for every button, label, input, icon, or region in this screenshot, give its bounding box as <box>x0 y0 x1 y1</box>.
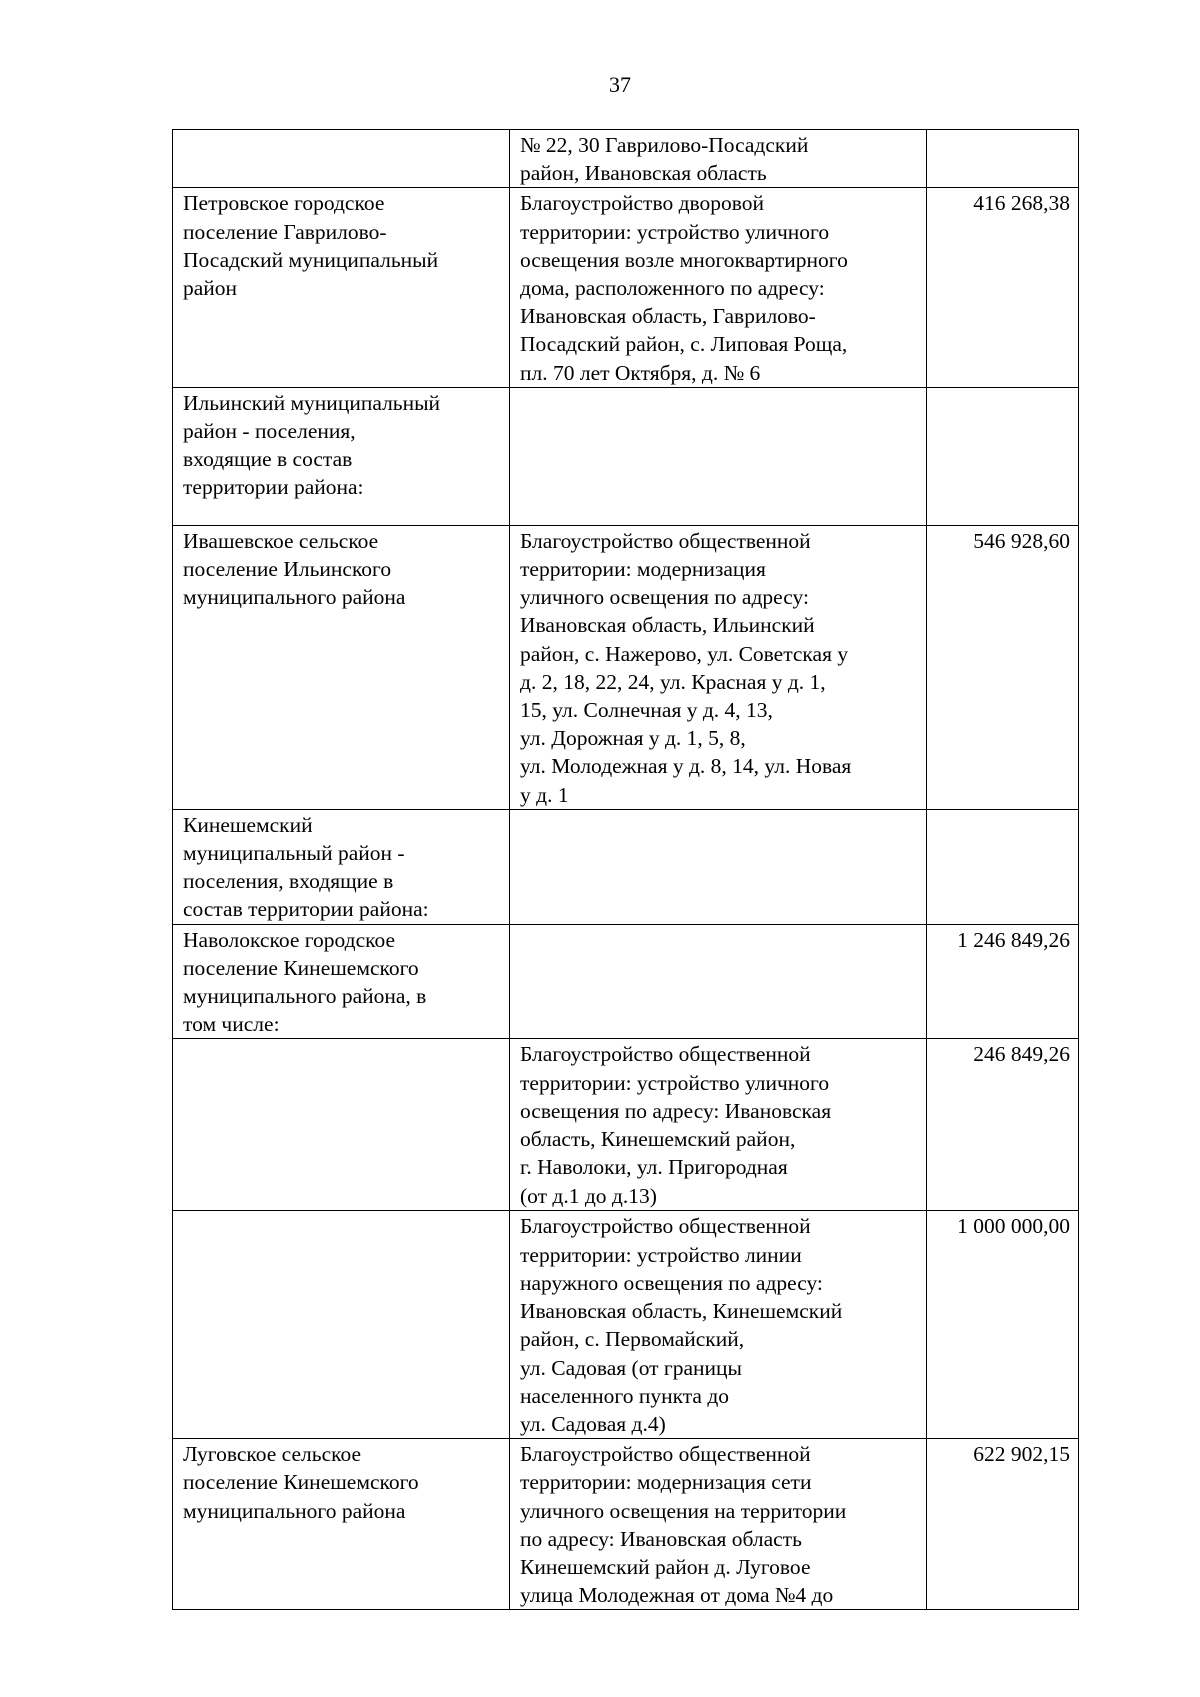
amount-cell: 546 928,60 <box>927 525 1079 809</box>
settlement-cell: Наволокское городское поселение Кинешемского муниципального района, в том числе: <box>173 924 510 1039</box>
work-description-cell <box>510 809 927 924</box>
table-row <box>173 809 1079 924</box>
amount-cell <box>927 387 1079 525</box>
work-description-cell <box>510 387 927 525</box>
table-row <box>173 188 1079 387</box>
amount-cell: 246 849,26 <box>927 1039 1079 1211</box>
amount-cell <box>927 130 1079 188</box>
amount-cell: 622 902,15 <box>927 1439 1079 1610</box>
settlement-cell: Луговское сельское поселение Кинешемского муниципального района <box>173 1439 510 1610</box>
settlement-cell: Ивашевское сельское поселение Ильинского муниципального района <box>173 525 510 809</box>
work-description-cell <box>510 924 927 1039</box>
table-row <box>173 924 1079 1039</box>
work-description-cell: Благоустройство общественной территории: модернизация сети уличного освещения на территории по адресу: Ивановская область Кинешемский район д. Луговое улица Молодежная от дома №4 до <box>510 1439 927 1610</box>
settlement-cell <box>173 1211 510 1439</box>
settlement-cell <box>173 130 510 188</box>
table-row <box>173 1439 1079 1610</box>
funding-table <box>172 129 1079 1610</box>
settlement-cell <box>173 1039 510 1211</box>
work-description-cell: Благоустройство дворовой территории: устройство уличного освещения возле многоквартирного дома, расположенного по адресу: Ивановская область, Гаврилово- Посадский район, с. Липовая Роща, пл. 70 лет Октября, д. № 6 <box>510 188 927 387</box>
table-row <box>173 130 1079 188</box>
work-description-cell: № 22, 30 Гаврилово-Посадский район, Ивановская область <box>510 130 927 188</box>
settlement-cell: Ильинский муниципальный район - поселения, входящие в состав территории района: <box>173 387 510 525</box>
table-row <box>173 387 1079 525</box>
work-description-cell: Благоустройство общественной территории: модернизация уличного освещения по адресу: Ивановская область, Ильинский район, с. Нажерово, ул. Советская у д. 2, 18, 22, 24, ул. Красная у д. 1, 15, ул. Солнечная у д. 4, 13, ул. Дорожная у д. 1, 5, 8, ул. Молодежная у д. 8, 14, ул. Новая у д. 1 <box>510 525 927 809</box>
amount-cell: 1 246 849,26 <box>927 924 1079 1039</box>
page-number: 37 <box>609 72 631 97</box>
table-row <box>173 525 1079 809</box>
settlement-cell: Петровское городское поселение Гаврилово- Посадский муниципальный район <box>173 188 510 387</box>
amount-cell: 1 000 000,00 <box>927 1211 1079 1439</box>
amount-cell: 416 268,38 <box>927 188 1079 387</box>
table-row <box>173 1039 1079 1211</box>
work-description-cell: Благоустройство общественной территории: устройство линии наружного освещения по адресу: Ивановская область, Кинешемский район, с. Первомайский, ул. Садовая (от границы населенного пункта до ул. Садовая д.4) <box>510 1211 927 1439</box>
amount-cell <box>927 809 1079 924</box>
settlement-cell: Кинешемский муниципальный район - поселения, входящие в состав территории района: <box>173 809 510 924</box>
work-description-cell: Благоустройство общественной территории: устройство уличного освещения по адресу: Ивановская область, Кинешемский район, г. Наволоки, ул. Пригородная (от д.1 до д.13) <box>510 1039 927 1211</box>
table-row <box>173 1211 1079 1439</box>
